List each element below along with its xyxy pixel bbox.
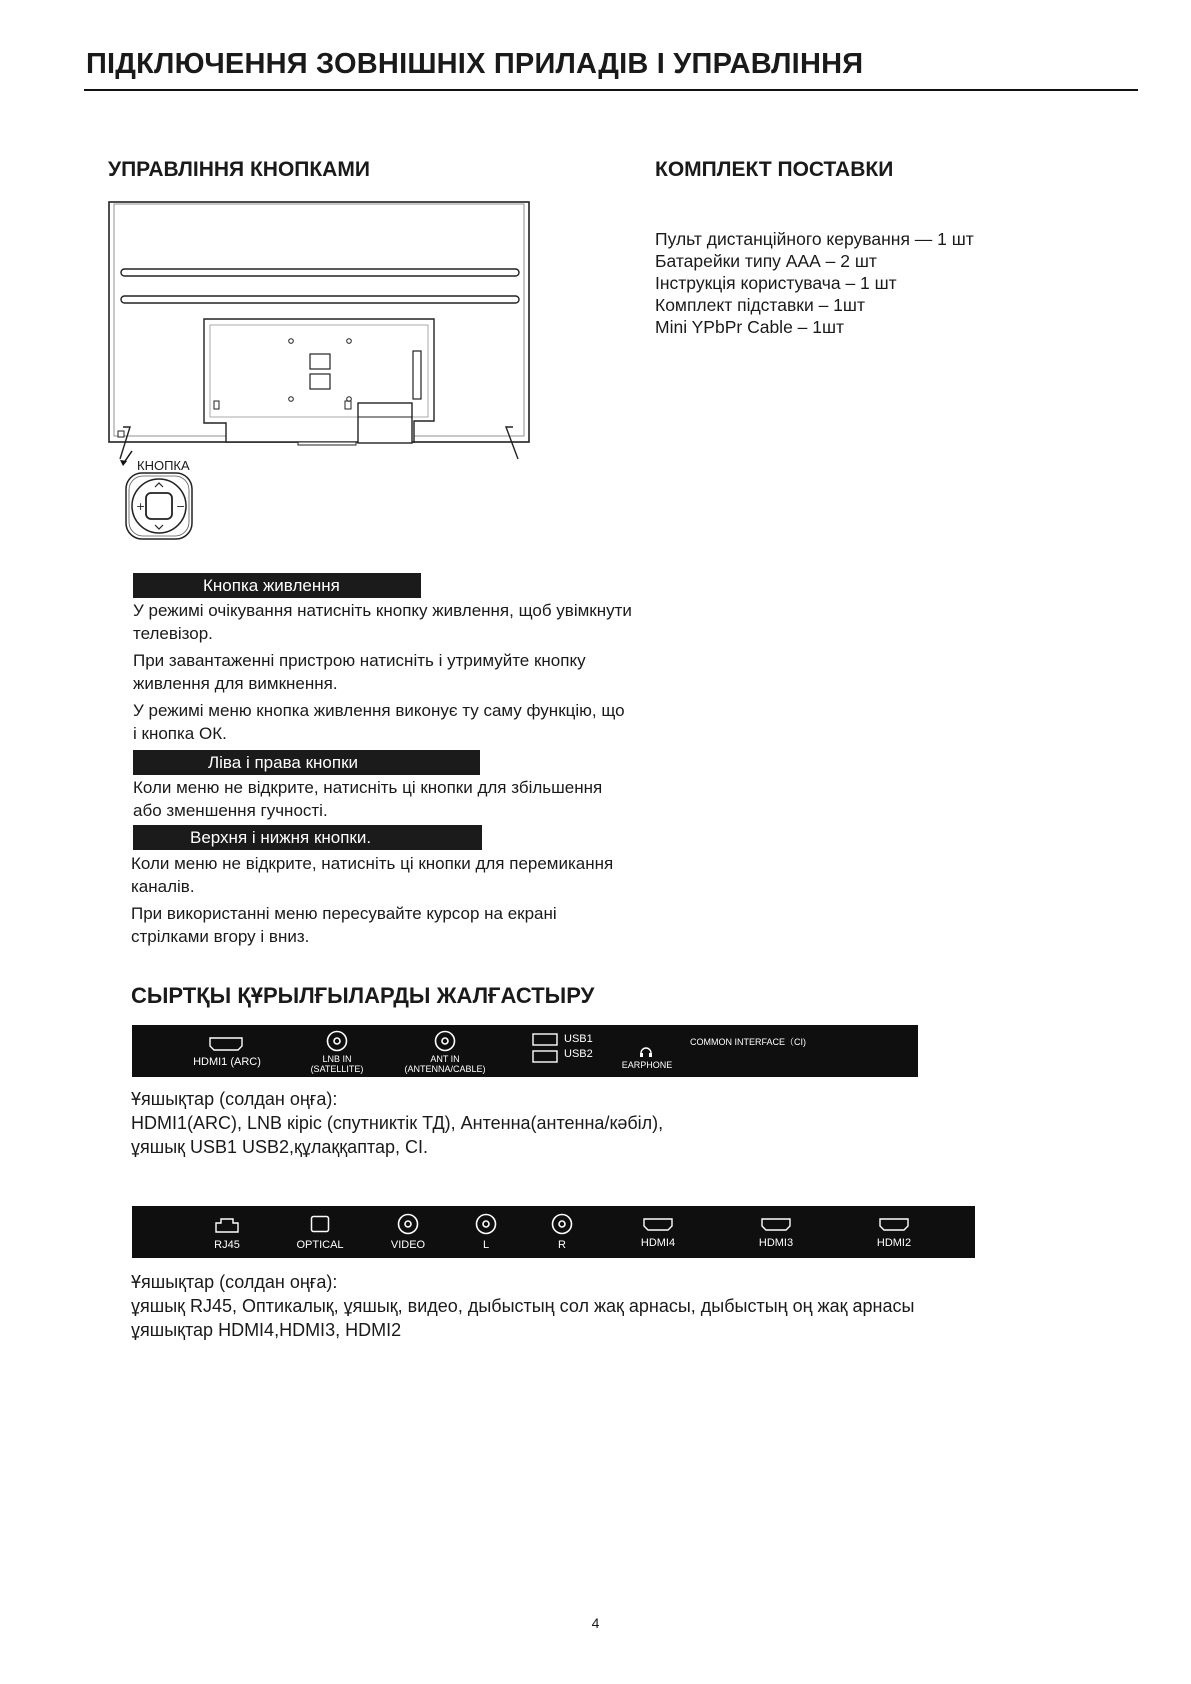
video-port-icon — [397, 1213, 419, 1235]
hdmi3-port-icon — [760, 1217, 792, 1232]
optical-port-icon — [310, 1215, 330, 1233]
left-right-buttons-heading: Ліва і права кнопки — [133, 750, 480, 775]
audio-left-label: L — [482, 1239, 490, 1251]
up-down-buttons-text — [131, 852, 631, 952]
hdmi4-label: HDMI4 — [640, 1237, 676, 1249]
hdmi-port-icon — [208, 1036, 244, 1052]
list-item: Батарейки типу ААА – 2 шт — [655, 251, 877, 271]
page-title: ПІДКЛЮЧЕННЯ ЗОВНІШНІХ ПРИЛАДІВ І УПРАВЛІННЯ — [86, 48, 864, 80]
audio-right-label: R — [558, 1239, 566, 1251]
list-item: Інструкція користувача – 1 шт — [655, 273, 897, 293]
usb-port-icon — [532, 1033, 558, 1065]
hdmi2-label: HDMI2 — [876, 1237, 912, 1249]
hdmi1-label: HDMI1 (ARC) — [193, 1056, 261, 1068]
paragraph: При завантаженні пристрою натисніть і утримуйте кнопку живлення для вимкнення. — [133, 651, 586, 693]
lnb-port-icon — [326, 1030, 348, 1052]
pointer-arrow-icon — [120, 450, 134, 468]
paragraph: Коли меню не відкрите, натисніть ці кнопки для перемикання каналів. — [131, 854, 614, 896]
antenna-port-icon — [434, 1030, 456, 1052]
left-right-buttons-text — [133, 776, 603, 826]
connections-heading: СЫРТҚЫ ҚҰРЫЛҒЫЛАРДЫ ЖАЛҒАСТЫРУ — [131, 983, 595, 1008]
page-number: 4 — [591, 1615, 600, 1631]
rj45-label: RJ45 — [214, 1239, 240, 1251]
paragraph: При використанні меню пересувайте курсор на екрані стрілками вгору і вниз. — [131, 904, 557, 946]
antenna-label: ANT IN (ANTENNA/CABLE) — [404, 1054, 486, 1074]
joystick-button-icon — [125, 472, 193, 540]
side-ports-panel — [132, 1025, 918, 1077]
common-interface-label: COMMON INTERFACE（CI) — [690, 1037, 806, 1047]
audio-right-port-icon — [551, 1213, 573, 1235]
headphones-icon — [639, 1046, 653, 1058]
buttons-heading: УПРАВЛІННЯ КНОПКАМИ — [108, 158, 370, 181]
svg-text:+: + — [136, 500, 146, 513]
up-down-buttons-heading: Верхня і нижня кнопки. — [133, 825, 482, 850]
audio-left-port-icon — [475, 1213, 497, 1235]
paragraph: Коли меню не відкрите, натисніть ці кнопки для збільшення або зменшення гучності. — [133, 778, 603, 820]
optical-label: OPTICAL — [296, 1239, 344, 1251]
title-divider — [84, 89, 1138, 91]
power-button-heading: Кнопка живлення — [133, 573, 421, 598]
list-item: Mini YPbPr Cable – 1шт — [655, 317, 845, 337]
paragraph: У режимі меню кнопка живлення виконує ту саму функцію, що і кнопка ОК. — [133, 701, 625, 743]
package-heading: КОМПЛЕКТ ПОСТАВКИ — [655, 158, 894, 181]
paragraph: У режимі очікування натисніть кнопку живлення, щоб увімкнути телевізор. — [133, 601, 632, 643]
hdmi3-label: HDMI3 — [758, 1237, 794, 1249]
list-item: Пульт дистанційного керування — 1 шт — [655, 229, 974, 249]
lnb-label: LNB IN (SATELLITE) — [310, 1054, 364, 1074]
usb2-label: USB2 — [564, 1048, 593, 1060]
side-ports-description: Ұяшықтар (солдан оңға): HDMI1(ARC), LNB кіріс (спутниктік ТД), Антенна(антенна/кәбіл), ұяшық USB1 USB2,құлаққаптар, CI. — [131, 1089, 664, 1157]
earphone-label: EARPHONE — [621, 1060, 673, 1070]
rj45-port-icon — [214, 1216, 240, 1234]
hdmi4-port-icon — [642, 1217, 674, 1232]
button-location-label: КНОПКА — [137, 458, 190, 473]
power-button-text — [133, 599, 633, 749]
rear-ports-panel — [132, 1206, 975, 1258]
tv-rear-illustration — [108, 201, 532, 461]
list-item: Комплект підставки – 1шт — [655, 295, 865, 315]
video-label: VIDEO — [390, 1239, 426, 1251]
rear-ports-description: Ұяшықтар (солдан оңға): ұяшық RJ45, Оптикалық, ұяшық, видео, дыбыстың сол жақ арнасы, дыбыстың оң жақ арнасы ұяшықтар HDMI4,HDMI3, HDMI2 — [131, 1272, 915, 1340]
package-list — [655, 228, 974, 338]
usb1-label: USB1 — [564, 1033, 593, 1045]
svg-text:−: − — [176, 500, 186, 513]
hdmi2-port-icon — [878, 1217, 910, 1232]
